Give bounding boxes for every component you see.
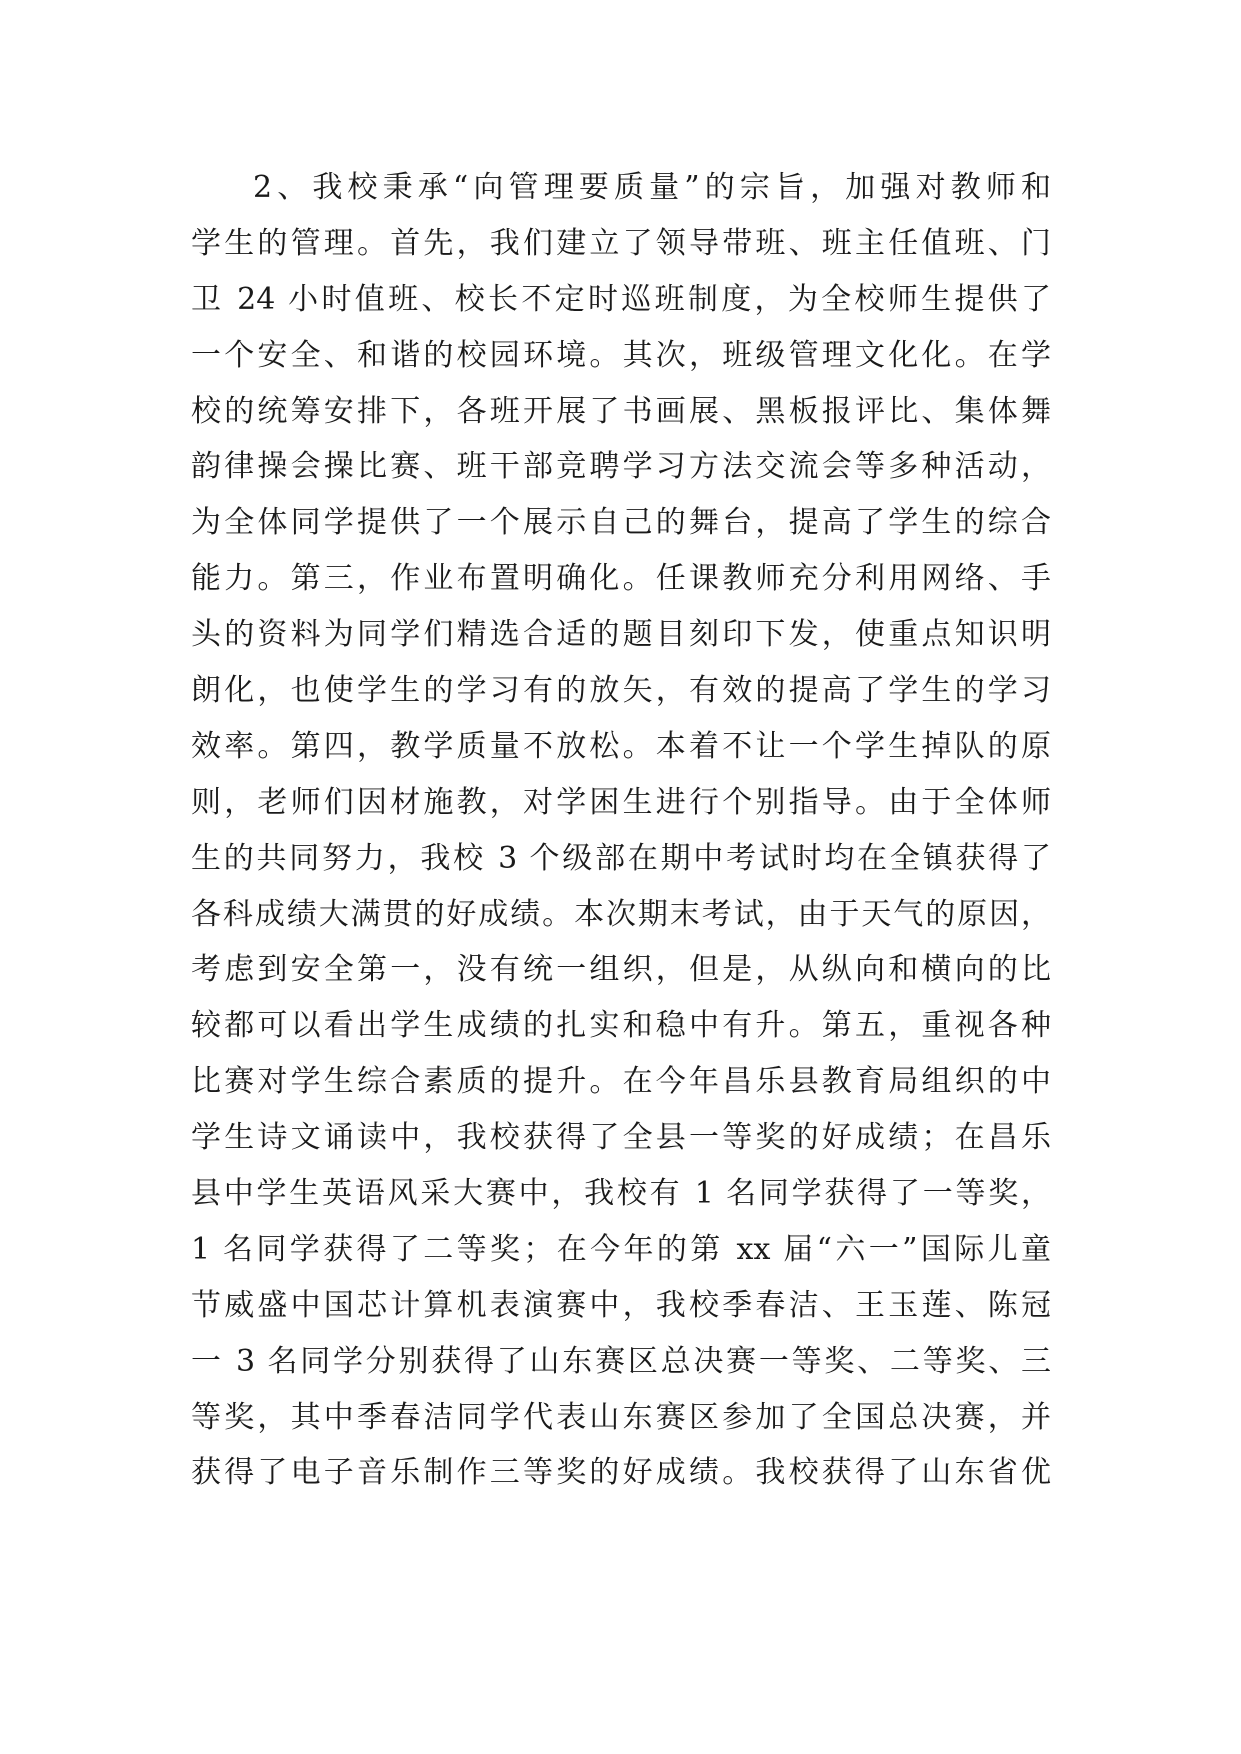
- text-line: 生的共同努力，我校 3 个级部在期中考试时均在全镇获得了: [191, 840, 1051, 876]
- text-line: 1 名同学获得了二等奖；在今年的第 xx 届“六一”国际儿童: [191, 1231, 1051, 1267]
- text-line: 朗化，也使学生的学习有的放矢，有效的提高了学生的学习: [191, 673, 1051, 709]
- text-line: 效率。第四，教学质量不放松。本着不让一个学生掉队的原: [191, 728, 1051, 764]
- text-line: 则，老师们因材施教，对学困生进行个别指导。由于全体师: [191, 784, 1051, 820]
- text-line: 学生诗文诵读中，我校获得了全县一等奖的好成绩；在昌乐: [191, 1120, 1051, 1156]
- text-line: 各科成绩大满贯的好成绩。本次期末考试，由于天气的原因，: [191, 896, 1051, 932]
- text-line: 比赛对学生综合素质的提升。在今年昌乐县教育局组织的中: [191, 1064, 1051, 1100]
- body-paragraph: [191, 160, 1051, 1501]
- text-line: 考虑到安全第一，没有统一组织，但是，从纵向和横向的比: [191, 952, 1051, 988]
- text-line: 卫 24 小时值班、校长不定时巡班制度，为全校师生提供了: [191, 281, 1051, 317]
- text-line: 一个安全、和谐的校园环境。其次，班级管理文化化。在学: [191, 337, 1051, 373]
- text-line: 头的资料为同学们精选合适的题目刻印下发，使重点知识明: [191, 617, 1051, 653]
- text-line: 为全体同学提供了一个展示自己的舞台，提高了学生的综合: [191, 505, 1051, 541]
- text-line: 校的统筹安排下，各班开展了书画展、黑板报评比、集体舞: [191, 393, 1051, 429]
- text-line: 能力。第三，作业布置明确化。任课教师充分利用网络、手: [191, 561, 1051, 597]
- text-line: 较都可以看出学生成绩的扎实和稳中有升。第五，重视各种: [191, 1008, 1051, 1044]
- text-line: 学生的管理。首先，我们建立了领导带班、班主任值班、门: [191, 225, 1051, 261]
- text-line: 节威盛中国芯计算机表演赛中，我校季春洁、王玉莲、陈冠: [191, 1287, 1051, 1323]
- text-line: 2、我校秉承“向管理要质量”的宗旨，加强对教师和: [253, 170, 1051, 205]
- text-line: 韵律操会操比赛、班干部竞聘学习方法交流会等多种活动，: [191, 449, 1051, 485]
- text-line: 县中学生英语风采大赛中，我校有 1 名同学获得了一等奖，: [191, 1176, 1051, 1212]
- text-line: 等奖，其中季春洁同学代表山东赛区参加了全国总决赛，并: [191, 1399, 1051, 1435]
- text-line: 一 3 名同学分别获得了山东赛区总决赛一等奖、二等奖、三: [191, 1343, 1051, 1379]
- text-line: 获得了电子音乐制作三等奖的好成绩。我校获得了山东省优: [191, 1455, 1051, 1491]
